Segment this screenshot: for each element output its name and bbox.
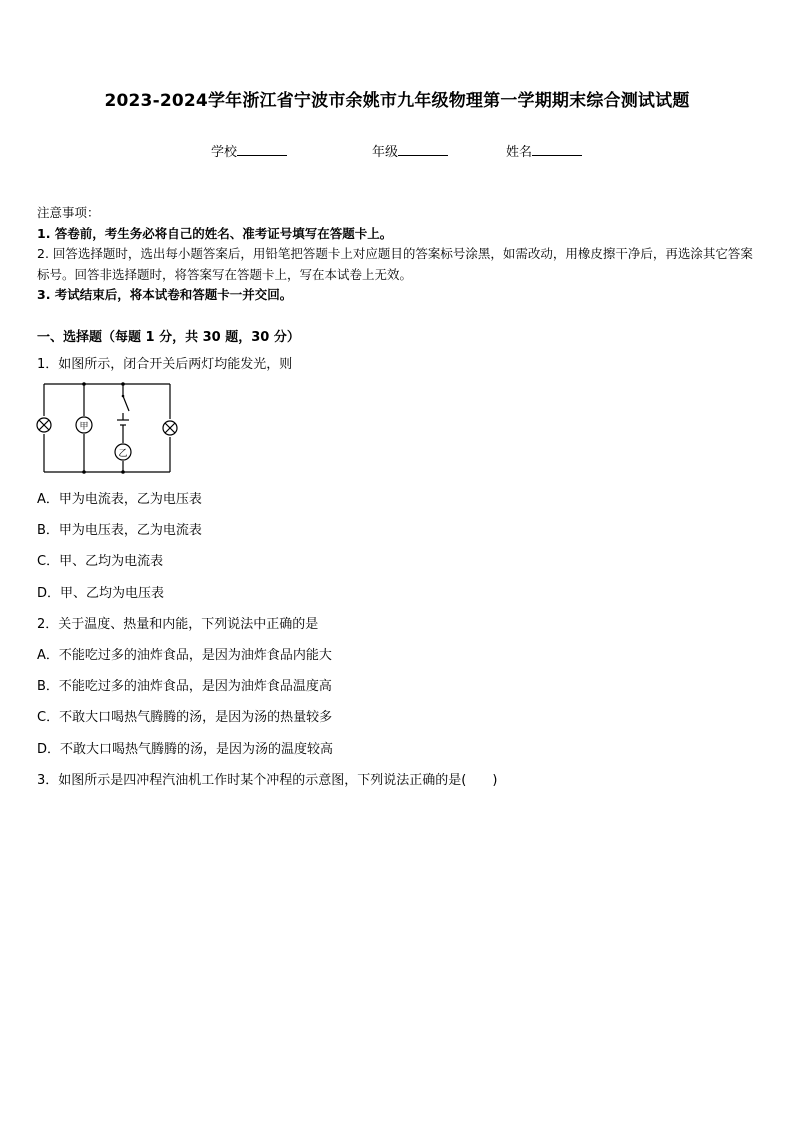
name-field (506, 141, 582, 160)
note-item: 2. 回答选择题时，选出每小题答案后，用铅笔把答题卡上对应题目的答案标号涂黑，如需改动，用橡皮擦干净后，再选涂其它答案标号。回答非选择题时，将答案写在答题卡上，写在本试卷上无效。 (37, 246, 753, 282)
note-item: 1. 答卷前，考生务必将自己的姓名、准考证号填写在答题卡上。 (37, 225, 393, 241)
question-stem: 3．如图所示是四冲程汽油机工作时某个冲程的示意图，下列说法正确的是( ) (37, 773, 498, 788)
answer-option: C．甲、乙均为电流表 (37, 554, 164, 569)
question-stem: 2．关于温度、热量和内能，下列说法中正确的是 (37, 617, 319, 632)
meter-label-1: 甲 (79, 422, 89, 432)
answer-option: C．不敢大口喝热气腾腾的汤，是因为汤的热量较多 (37, 710, 333, 725)
grade-blank (398, 143, 448, 156)
school-blank (237, 143, 287, 156)
answer-option: D．不敢大口喝热气腾腾的汤，是因为汤的温度较高 (37, 742, 334, 757)
school-label: 学校 (211, 145, 238, 160)
answer-option: B．甲为电压表，乙为电流表 (37, 523, 202, 538)
answer-option: A．甲为电流表，乙为电压表 (37, 492, 202, 507)
circuit-diagram (34, 378, 179, 478)
answer-option: D．甲、乙均为电压表 (37, 586, 165, 601)
school-field (211, 141, 287, 160)
section-title: 一、选择题（每题 1 分，共 30 题，30 分） (37, 330, 300, 345)
name-label: 姓名 (506, 145, 533, 160)
name-blank (532, 143, 582, 156)
grade-label: 年级 (372, 145, 399, 160)
meter-label-2: 乙 (118, 449, 128, 459)
page-title: 2023-2024学年浙江省宁波市余姚市九年级物理第一学期期末综合测试试题 (104, 91, 690, 111)
answer-option: A．不能吃过多的油炸食品，是因为油炸食品内能大 (37, 648, 332, 663)
answer-option: B．不能吃过多的油炸食品，是因为油炸食品温度高 (37, 679, 332, 694)
note-item: 3. 考试结束后，将本试卷和答题卡一并交回。 (37, 287, 293, 302)
notes-block (37, 203, 759, 306)
notes-heading: 注意事项： (37, 205, 100, 220)
question-stem: 1．如图所示，闭合开关后两灯均能发光，则 (37, 357, 293, 372)
grade-field (372, 141, 448, 160)
